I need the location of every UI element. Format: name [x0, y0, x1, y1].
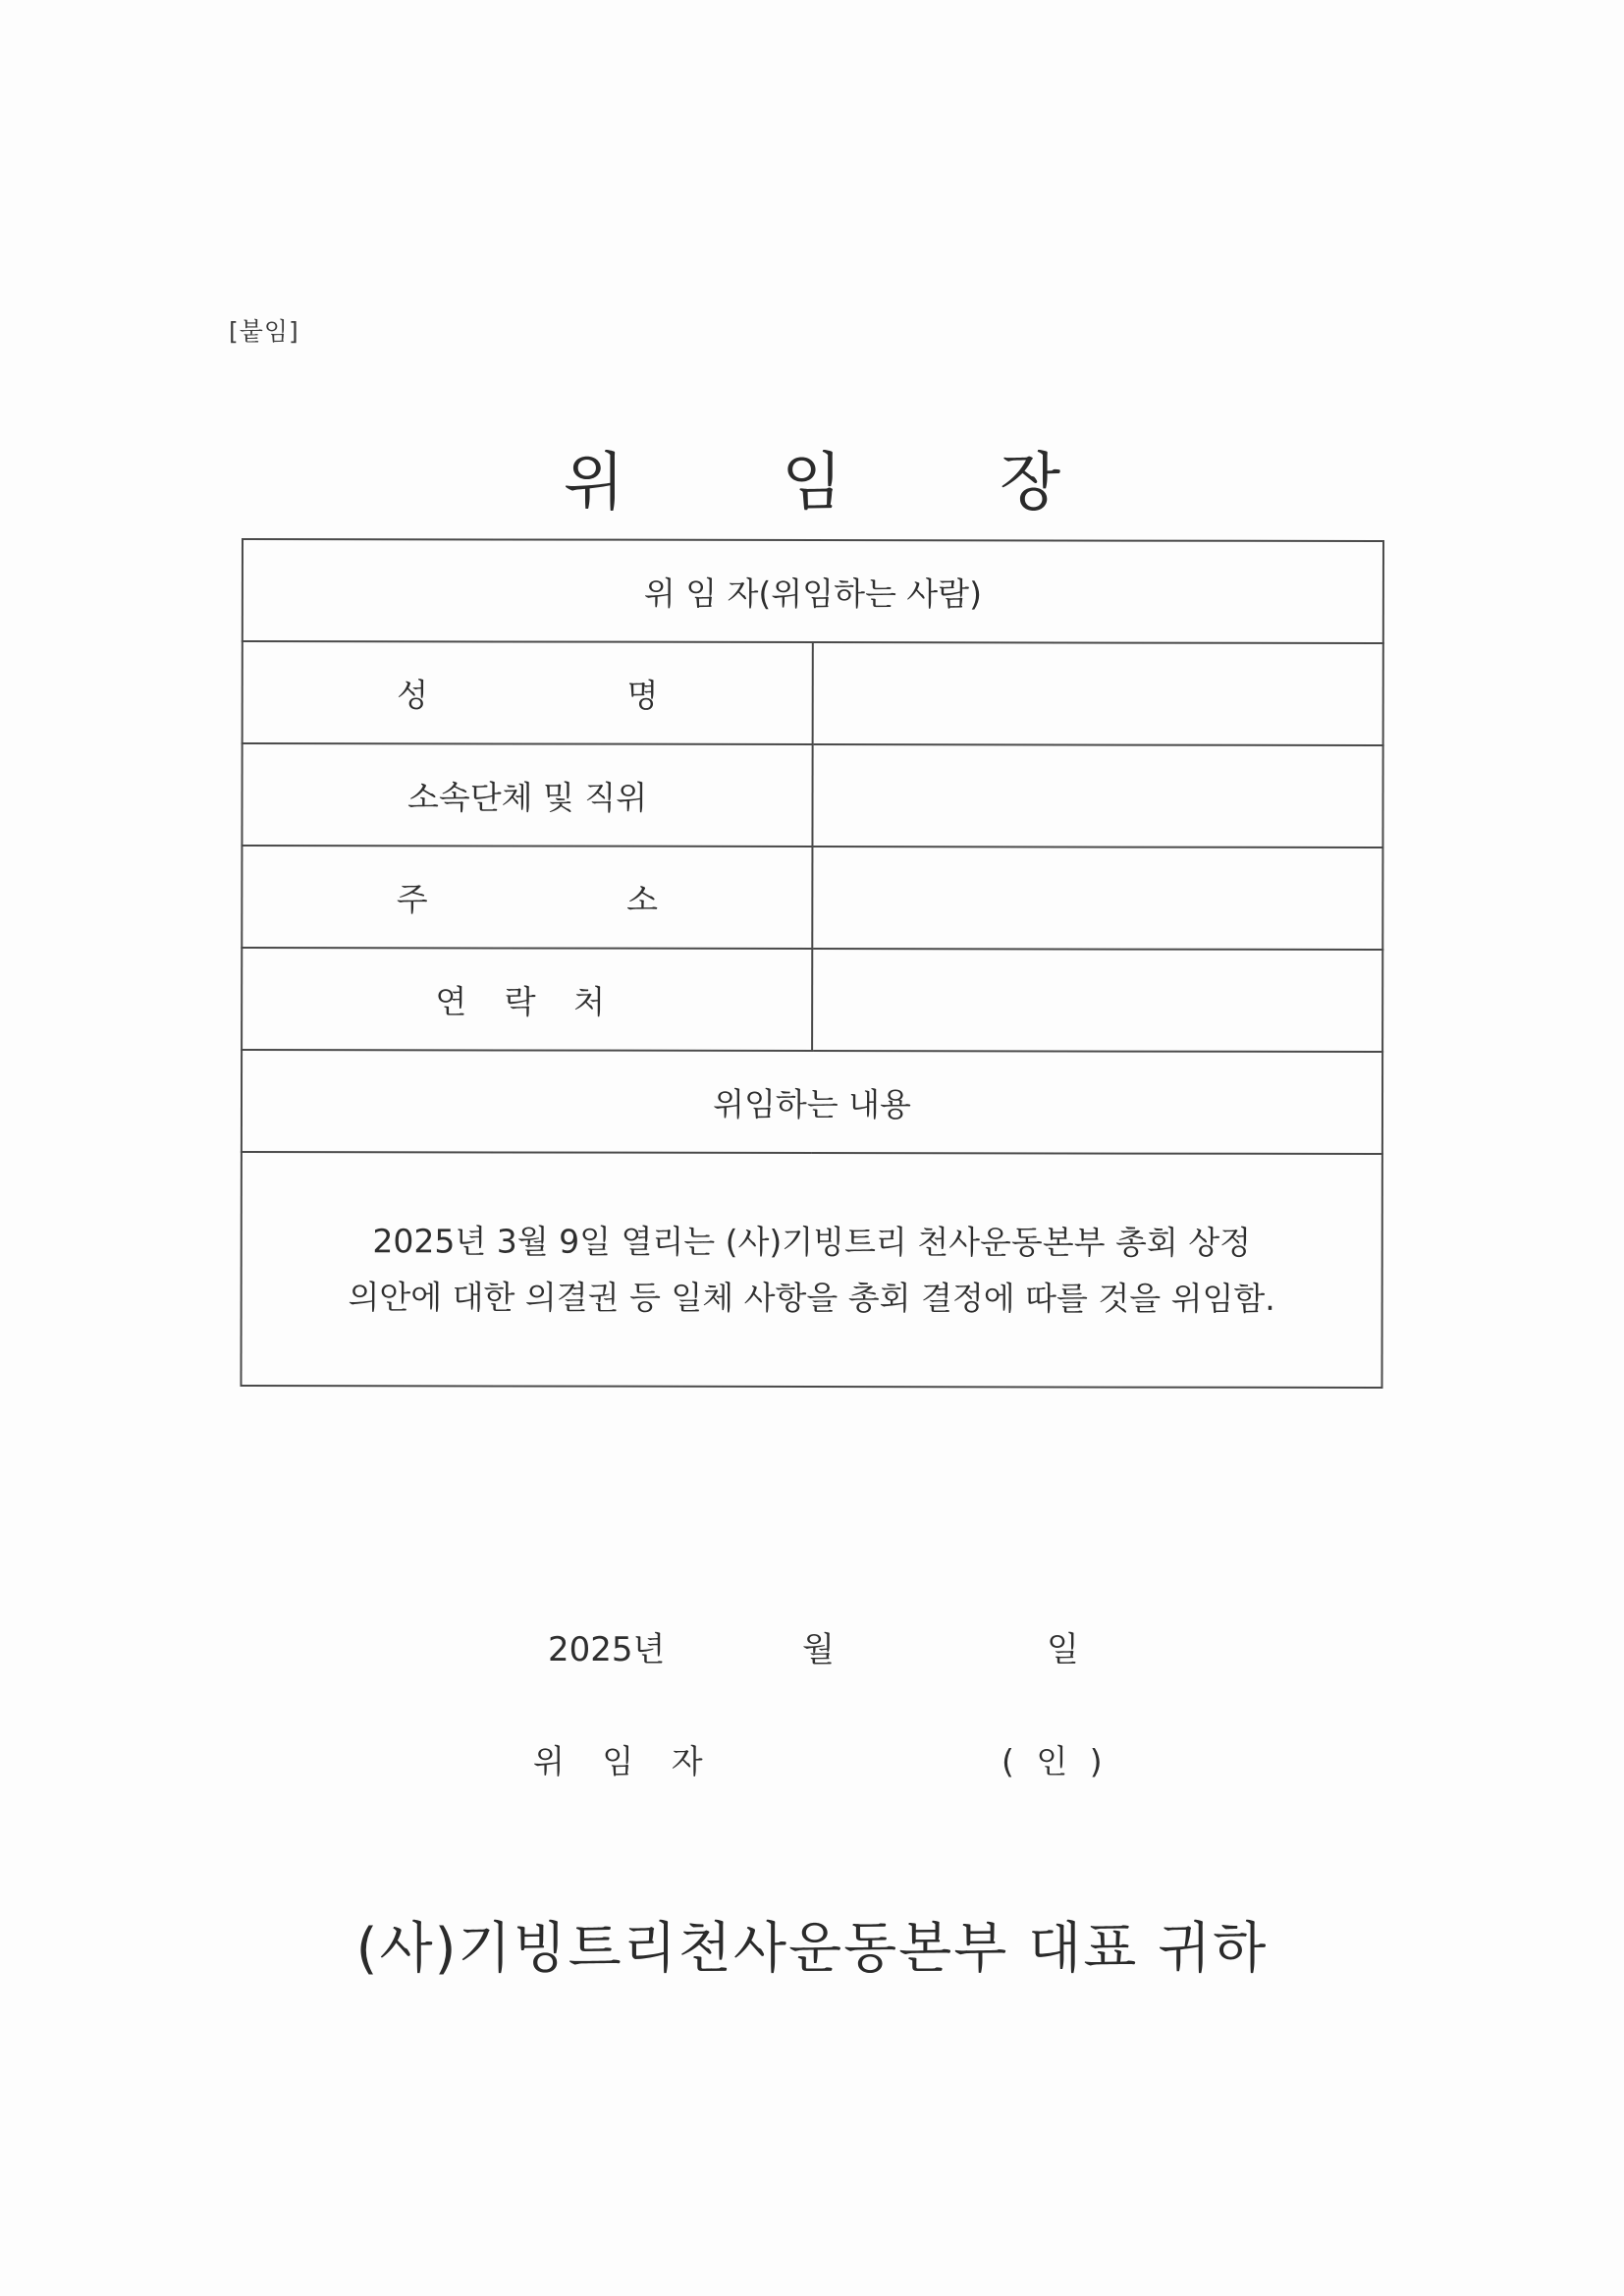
table-row [243, 641, 1383, 745]
table-row [242, 846, 1382, 950]
date-year: 2025년 [548, 1630, 666, 1669]
document-title: 위 임 장 [563, 447, 1130, 519]
affiliation-field[interactable] [812, 744, 1382, 847]
content-line-1: 2025년 3월 9일 열리는 (사)기빙트리 천사운동본부 총회 상정 [372, 1222, 1252, 1262]
date-month[interactable]: 월 [802, 1630, 835, 1669]
contact-field[interactable] [812, 949, 1382, 1052]
contact-label: 연 락 처 [242, 948, 812, 1051]
grantor-header: 위 임 자(위임하는 사람) [243, 539, 1383, 643]
address-label: 주 소 [242, 846, 812, 949]
table-row [242, 948, 1382, 1052]
date-day[interactable]: 일 [1047, 1630, 1079, 1669]
delegation-content [241, 1152, 1381, 1388]
address-field[interactable] [812, 847, 1382, 950]
attachment-label: [붙임] [229, 317, 299, 346]
name-label: 성 명 [243, 641, 813, 744]
affiliation-label: 소속단체 및 직위 [242, 743, 812, 847]
signer-label: 위 임 자 [533, 1742, 717, 1780]
addressee: (사)기빙트리천사운동본부 대표 귀하 [355, 1917, 1269, 1981]
name-field[interactable] [813, 642, 1383, 745]
table-row [242, 743, 1382, 847]
content-header: 위임하는 내용 [242, 1050, 1382, 1154]
seal-placeholder[interactable]: ( 인 ) [1001, 1742, 1109, 1780]
content-line-2: 의안에 대한 의결권 등 일체 사항을 총회 결정에 따를 것을 위임함. [348, 1278, 1275, 1318]
proxy-form-table [240, 538, 1384, 1389]
